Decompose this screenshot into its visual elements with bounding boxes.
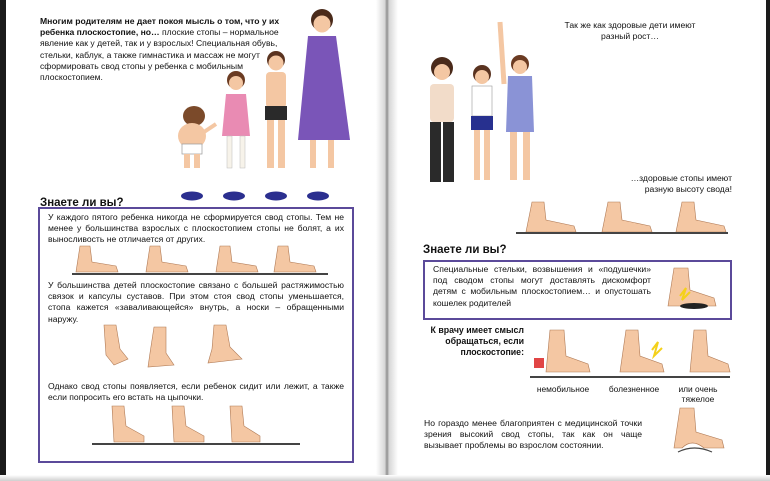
intro-body-text: плоские стопы – нормальное явление как у детей, так и у взрослых! Специальная обувь, стельки, каблук, а также гимнастика и массаж не могут сформировать свод стопы у ребенка с мобильным плоскостопием. bbox=[40, 27, 279, 83]
insole-foot-illustration bbox=[660, 268, 722, 310]
right-box-text: Специальные стельки, возвышения и «подушечки» под сводом стопы могут доставлять дискомфорт детям с мобильным плоскостопием… и опустошать кошелек родителей bbox=[433, 264, 651, 308]
boy-figure bbox=[265, 51, 287, 168]
right-bottom-text: Но гораздо менее благоприятен с медицинской точки зрения высокий свод стопы, так как он чаще вызывает проблемы во взрослом состоянии. bbox=[424, 418, 642, 451]
doctor-question: К врачу имеет смысл обращаться, если плоскостопие: bbox=[430, 325, 524, 358]
flat-feet-row bbox=[72, 246, 322, 276]
left-para-2: У большинства детей плоскостопие связано с большей растяжимостью связок и капсулы суставов. При этом стоя свод стопы уменьшается, стопа кажется «заваливающейся» внутрь, а носки – обращенными наружу. bbox=[48, 280, 344, 324]
child-middle-figure bbox=[471, 65, 493, 180]
right-heading: Знаете ли вы? bbox=[423, 244, 507, 256]
left-para-3: Однако свод стопы появляется, если ребенок сидит или лежит, а также если попросить его встать на цыпочки. bbox=[48, 381, 344, 403]
child-tall-figure bbox=[430, 57, 454, 182]
floor-line-2 bbox=[92, 443, 300, 445]
intro-bold-text: Многим родителям не дает покоя мысль о том, что у их ребенка плоскостопие, но… bbox=[40, 16, 280, 38]
left-heading: Знаете ли вы? bbox=[40, 197, 124, 209]
family-illustration bbox=[170, 8, 360, 180]
tiptoe-feet-row bbox=[100, 406, 260, 446]
doctor-floor-line bbox=[530, 376, 730, 378]
arch-floor-line bbox=[516, 232, 728, 234]
left-para-1: У каждого пятого ребенка никогда не сформируется свод стопы. Тем не менее у большинства взрослых с плоскостопием стопы не болят, а их выносливость не отличается от других. bbox=[48, 212, 344, 245]
high-arch-foot-illustration bbox=[664, 408, 730, 458]
baby-figure bbox=[178, 106, 216, 168]
arch-feet-row bbox=[520, 202, 735, 236]
children-height-illustration bbox=[416, 14, 556, 186]
arch-caption: …здоровые стопы имеют разную высоту свода! bbox=[630, 173, 732, 195]
foot-diagrams-row bbox=[100, 325, 260, 375]
footprints-row bbox=[178, 187, 338, 203]
girl-figure bbox=[222, 71, 250, 168]
doctor-feet-row bbox=[530, 330, 730, 380]
woman-figure bbox=[298, 9, 350, 168]
floor-line-1 bbox=[72, 273, 328, 275]
page-edge-right bbox=[766, 0, 770, 481]
right-top-caption: Так же как здоровые дети имеют разный рост… bbox=[564, 20, 696, 42]
page-edge-left bbox=[0, 0, 6, 481]
book-gutter bbox=[376, 0, 398, 481]
page-bottom-shadow bbox=[0, 475, 770, 481]
label-severe: или очень тяжелое bbox=[678, 384, 718, 404]
label-painful: болезненное bbox=[608, 384, 660, 394]
label-immobile: немобильное bbox=[536, 384, 590, 394]
child-arm-up-figure bbox=[500, 22, 534, 180]
